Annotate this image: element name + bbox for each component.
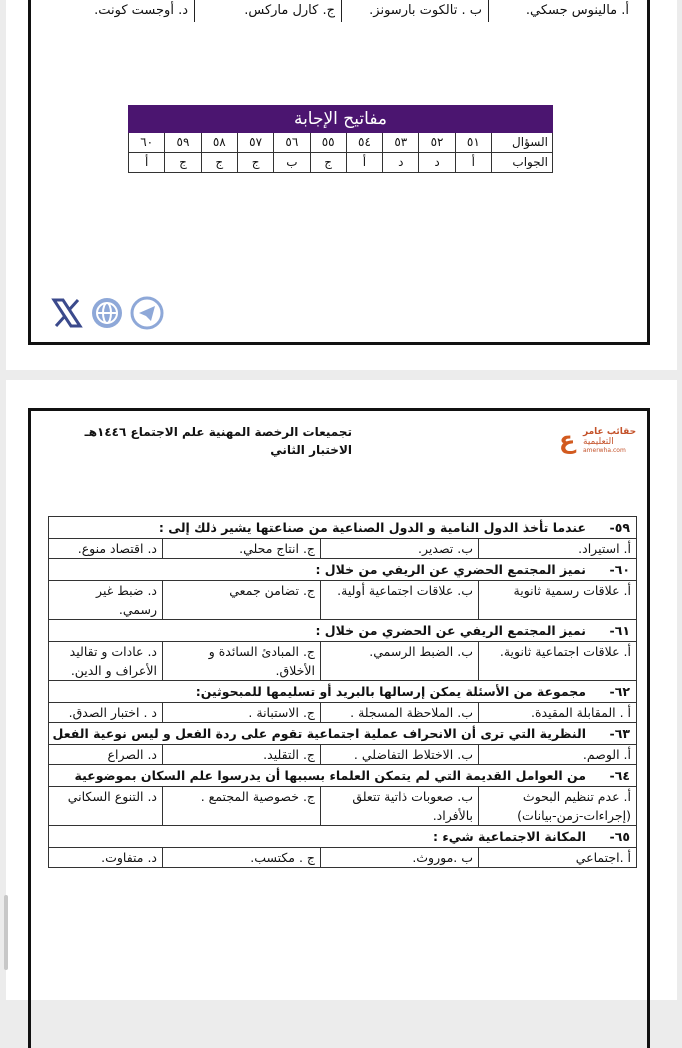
answer-options — [49, 787, 636, 825]
answer-label: الجواب — [491, 153, 552, 172]
option-a: أ. علاقات رسمية ثانوية — [478, 581, 636, 619]
option-d: د. أوجست كونت. — [94, 3, 188, 18]
key-answer: د — [418, 153, 454, 172]
brand-logo: ع حقائب عامر التعليمية amerwha.com — [559, 426, 637, 454]
question-block — [49, 723, 636, 765]
question-text: ٦٠-نميز المجتمع الحضري عن الريفي من خلال : — [49, 559, 636, 581]
key-question: ٥٥ — [310, 133, 346, 152]
option-c: ج. تضامن جمعي — [162, 581, 320, 619]
question-block — [49, 765, 636, 826]
option-d: د. التنوع السكاني — [67, 789, 157, 804]
option-b: ب . تالكوت بارسونز. — [341, 0, 488, 22]
answer-options — [49, 539, 636, 558]
option-b: ب .موروث. — [320, 848, 478, 867]
option-a: أ. مالينوس جسكي. — [488, 0, 635, 22]
question-block — [49, 826, 636, 867]
option-d: د. عادات و تقاليد الأعراف و الدين. — [69, 644, 157, 678]
question-text: ٥٩-عندما تأخذ الدول النامية و الدول الصناعية من صناعتها يشير ذلك إلى : — [49, 517, 636, 539]
question-text: ٦٤-من العوامل القديمة التي لم يتمكن العلماء بسببها أن يدرسوا علم السكان بموضوعية — [49, 765, 636, 787]
answer-options — [49, 848, 636, 867]
option-c: ج. المبادئ السائدة و الأخلاق. — [162, 642, 320, 680]
question-block — [49, 620, 636, 681]
answer-options — [49, 745, 636, 764]
answer-key-answer-row — [128, 153, 553, 173]
key-question: ٥٨ — [201, 133, 237, 152]
option-a: أ . المقابلة المقيدة. — [478, 703, 636, 722]
key-answer: ج — [201, 153, 237, 172]
key-question: ٥٣ — [382, 133, 418, 152]
key-answer: ج — [164, 153, 200, 172]
answer-key-question-row — [128, 133, 553, 153]
question-block — [49, 517, 636, 559]
key-question: ٥٤ — [346, 133, 382, 152]
x-icon[interactable] — [50, 296, 84, 330]
key-question: ٥٦ — [273, 133, 309, 152]
question-text: ٦٥-المكانة الاجتماعية شيء : — [49, 826, 636, 848]
questions-table — [48, 516, 637, 868]
option-a: أ. علاقات اجتماعية ثانوية. — [478, 642, 636, 680]
page-subtitle: الاختبار الثاني — [270, 443, 352, 457]
answer-options — [49, 703, 636, 722]
option-b: ب. الضبط الرسمي. — [320, 642, 478, 680]
key-answer: أ — [346, 153, 382, 172]
option-a: أ. استيراد. — [478, 539, 636, 558]
key-answer: أ — [455, 153, 491, 172]
key-question: ٦٠ — [140, 135, 154, 149]
key-question: ٥٧ — [237, 133, 273, 152]
option-c: ج. كارل ماركس. — [194, 0, 341, 22]
option-d: د . اختبار الصدق. — [68, 705, 157, 720]
key-question: ٥٢ — [418, 133, 454, 152]
key-answer: ب — [273, 153, 309, 172]
option-a: أ. الوصم. — [478, 745, 636, 764]
question-text: ٦٢-مجموعة من الأسئلة يمكن إرسالها بالبريد أو تسليمها للمبحوثين: — [49, 681, 636, 703]
key-answer: ج — [310, 153, 346, 172]
globe-icon[interactable] — [90, 296, 124, 330]
option-c: ج. خصوصية المجتمع . — [162, 787, 320, 825]
question-block — [49, 681, 636, 723]
option-b: ب. علاقات اجتماعية أولية. — [320, 581, 478, 619]
answer-options — [49, 581, 636, 619]
question-label: السؤال — [491, 133, 552, 152]
option-b: ب. تصدير. — [320, 539, 478, 558]
option-a: أ .اجتماعي — [478, 848, 636, 867]
key-question: ٥٩ — [164, 133, 200, 152]
option-c: ج . مكتسب. — [162, 848, 320, 867]
key-question: ٥١ — [455, 133, 491, 152]
answer-options — [49, 642, 636, 680]
option-b: ب. الاختلاط التفاضلي . — [320, 745, 478, 764]
page-title: تجميعات الرخصة المهنية علم الاجتماع ١٤٤٦هـ — [84, 425, 352, 439]
logo-mark-icon: ع — [559, 426, 576, 454]
key-answer: أ — [145, 155, 149, 169]
question-text: ٦١-نميز المجتمع الريفي عن الحضري من خلال : — [49, 620, 636, 642]
scrollbar[interactable] — [4, 895, 8, 970]
option-c: ج. انتاج محلي. — [162, 539, 320, 558]
option-d: د. ضبط غير رسمي. — [96, 583, 157, 617]
option-d: د. اقتصاد منوع. — [77, 541, 157, 556]
key-answer: ج — [237, 153, 273, 172]
option-a: أ. عدم تنظيم البحوث (إجراءات-زمن-بيانات) — [478, 787, 636, 825]
key-answer: د — [382, 153, 418, 172]
option-d: د. الصراع — [107, 747, 157, 762]
question-text: ٦٣-النظرية التي ترى أن الانحراف عملية اجتماعية تقوم على ردة الفعل و ليس نوعية الفعل — [49, 723, 636, 745]
option-b: ب. صعوبات ذاتية تتعلق بالأفراد. — [320, 787, 478, 825]
option-c: ج. الاستبانة . — [162, 703, 320, 722]
answer-key-table — [128, 105, 553, 173]
question-block — [49, 559, 636, 620]
previous-question-options — [48, 0, 635, 22]
answer-key-title: مفاتيح الإجابة — [128, 105, 553, 133]
social-icons — [50, 296, 164, 330]
telegram-icon[interactable] — [130, 296, 164, 330]
option-d: د. متفاوت. — [101, 850, 157, 865]
option-c: ج. التقليد. — [162, 745, 320, 764]
option-b: ب. الملاحظة المسجلة . — [320, 703, 478, 722]
